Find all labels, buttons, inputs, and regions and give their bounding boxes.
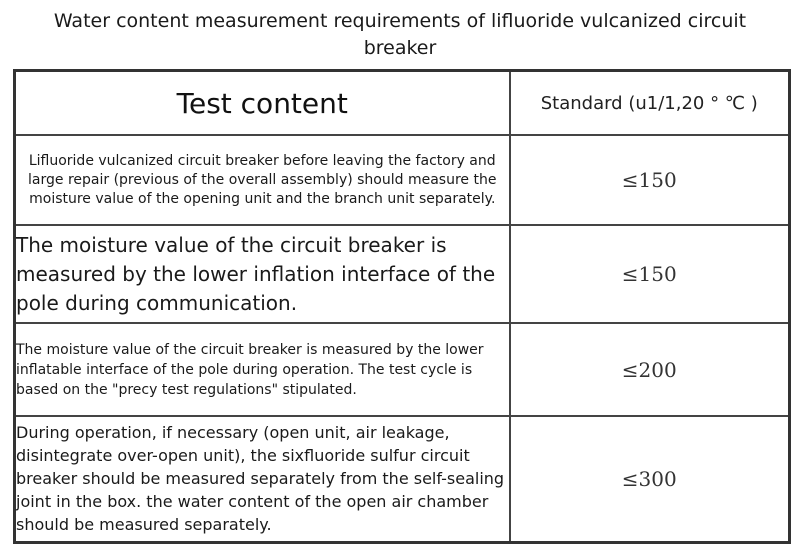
requirements-table xyxy=(13,69,791,544)
table-row xyxy=(15,416,790,542)
test-content-cell: The moisture value of the circuit breaker is measured by the lower inflatable interface of the pole during operation. The test cycle is based on the "precy test regulations" stipulated. xyxy=(15,323,510,416)
table-row xyxy=(15,323,790,416)
standard-value-cell: ≤150 xyxy=(510,135,790,225)
standard-value-cell: ≤300 xyxy=(510,416,790,542)
standard-value-cell: ≤150 xyxy=(510,225,790,323)
document-title: Water content measurement requirements of lifluoride vulcanized circuit breaker xyxy=(53,10,747,59)
table-header-row xyxy=(15,71,790,136)
test-content-cell: The moisture value of the circuit breaker is measured by the lower inflation interface of the pole during communication. xyxy=(15,225,510,323)
test-content-cell: During operation, if necessary (open unit, air leakage, disintegrate over-open unit), the sixfluoride sulfur circuit breaker should be measured separately from the self-sealing joint in the box. the water content of the open air chamber should be measured separately. xyxy=(15,416,510,542)
table-row xyxy=(15,225,790,323)
header-test-content: Test content xyxy=(15,71,510,136)
table-row xyxy=(15,135,790,225)
standard-value-cell: ≤200 xyxy=(510,323,790,416)
test-content-cell: Lifluoride vulcanized circuit breaker before leaving the factory and large repair (previous of the overall assembly) should measure the moisture value of the opening unit and the branch unit separately. xyxy=(15,135,510,225)
header-standard: Standard (u1/1,20 ° ℃ ) xyxy=(510,71,790,136)
